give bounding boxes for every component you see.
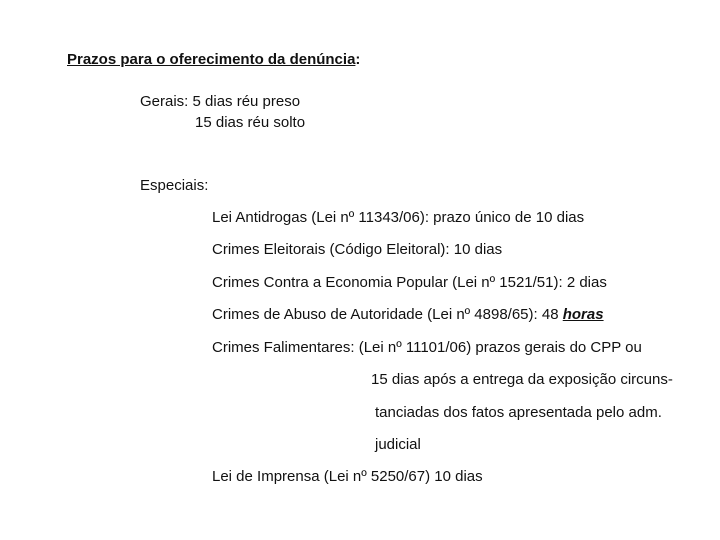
item-falimentares-line-1: Crimes Falimentares: (Lei nº 11101/06) prazos gerais do CPP ou	[212, 339, 642, 356]
item-crimes-eleitorais: Crimes Eleitorais (Código Eleitoral): 10 dias	[212, 241, 503, 258]
item-economia-popular: Crimes Contra a Economia Popular (Lei nº 1521/51): 2 dias	[212, 274, 607, 291]
page-title	[67, 51, 360, 69]
especiais-label: Especiais:	[140, 177, 209, 194]
abuso-text: Crimes de Abuso de Autoridade (Lei nº 4898/65): 48	[212, 306, 563, 323]
item-falimentares-line-2: 15 dias após a entrega da exposição circuns-	[371, 371, 673, 388]
item-falimentares-line-3: tanciadas dos fatos apresentada pelo adm.	[375, 404, 662, 421]
item-falimentares-line-4: judicial	[375, 436, 421, 453]
page-title-colon: :	[355, 51, 361, 68]
abuso-emphasis: horas	[562, 306, 604, 323]
item-lei-antidrogas: Lei Antidrogas (Lei nº 11343/06): prazo único de 10 dias	[212, 209, 585, 226]
item-lei-imprensa: Lei de Imprensa (Lei nº 5250/67) 10 dias	[212, 468, 483, 485]
page-title-text: Prazos para o oferecimento da denúncia	[67, 51, 356, 68]
gerais-line-2: 15 dias réu solto	[195, 114, 306, 131]
gerais-line-1: Gerais: 5 dias réu preso	[140, 93, 301, 110]
item-abuso-autoridade	[212, 306, 604, 324]
